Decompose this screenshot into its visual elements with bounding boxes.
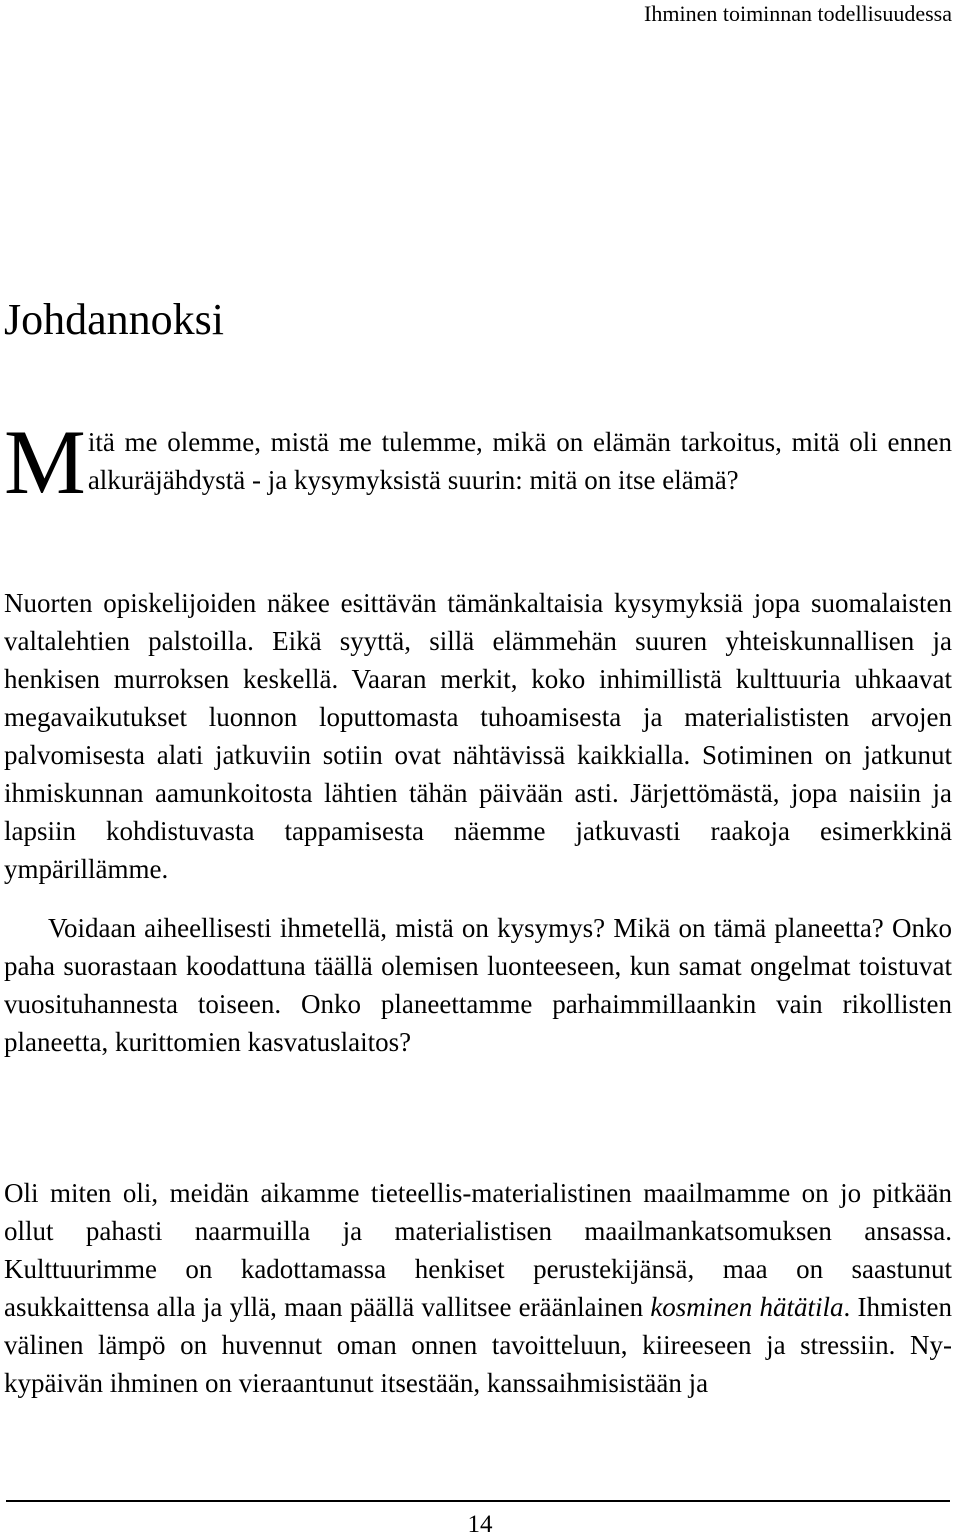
body-paragraph-3: [4, 909, 952, 1061]
body-paragraph-3-text: Voidaan aiheellisesti ihmetellä, mistä on kysymys? Mikä on tämä planeetta? Onko paha suorastaan koodattuna täällä olemisen luonteeseen, kun samat ongelmat toistuvat vuosituhannesta toiseen. Onko planeettamme parhaimmillaankin vain rikollisten planeetta, kurittomien kasvatuslaitos?: [4, 913, 952, 1057]
drop-cap: M: [4, 411, 86, 513]
body-paragraph-2: [4, 584, 952, 888]
intro-paragraph-text: itä me olemme, mistä me tulemme, mikä on elämän tarkoitus, mitä oli ennen alkuräjähdystä - ja kysymyksistä suurin: mitä on itse elämä?: [87, 427, 952, 495]
running-header: Ihminen toiminnan todellisuudessa: [644, 1, 952, 26]
body-paragraph-4-text-end: . Ihmisten välinen lämpö on huvennut oman onnen tavoitteluun, kiireeseen ja stressiin. Nykypäivän ihminen on vieraantunut itsestään, kanssaihmisistään ja: [4, 1292, 952, 1398]
body-paragraph-4: [4, 1174, 952, 1402]
footer-rule: [6, 1500, 950, 1502]
page-number: 14: [467, 1511, 493, 1538]
chapter-title: Johdannoksi: [4, 295, 224, 344]
emphasized-phrase: kosminen hätätila: [650, 1292, 844, 1322]
body-paragraph-4-text-start: Oli miten oli, meidän aikamme tieteellis-materialistinen maailmamme on jo pitkään ollut pahasti naarmuilla ja materialistisen maailmankatsomuksen ansassa. Kulttuurimme on kadottamassa henkiset perustekijänsä, maa on saastunut asukkaittensa alla ja yllä, maan päällä vallitsee eräänlainen: [4, 1178, 952, 1322]
intro-paragraph: [4, 411, 952, 513]
body-paragraph-2-text: Nuorten opiskelijoiden näkee esittävän tämänkaltaisia kysymyksiä jopa suomalaisten valtalehtien palstoilla. Eikä syyttä, sillä elämmehän suuren yhteiskunnallisen ja henkisen murroksen keskellä. Vaaran merkit, koko inhimillistä kulttuuria uhkaavat megavaikutukset luonnon loputtomasta tuhoamisesta ja materialististen arvojen palvomisesta alati jatkuviin sotiin ovat nähtävissä kaikkialla. Sotiminen on jatkunut ihmiskunnan aamunkoitosta lähtien tähän päivään asti. Järjettömästä, jopa naisiin ja lapsiin kohdistuvasta tappamisesta näemme jatkuvasti raakoja esimerkkinä ympärillämme.: [4, 588, 952, 884]
